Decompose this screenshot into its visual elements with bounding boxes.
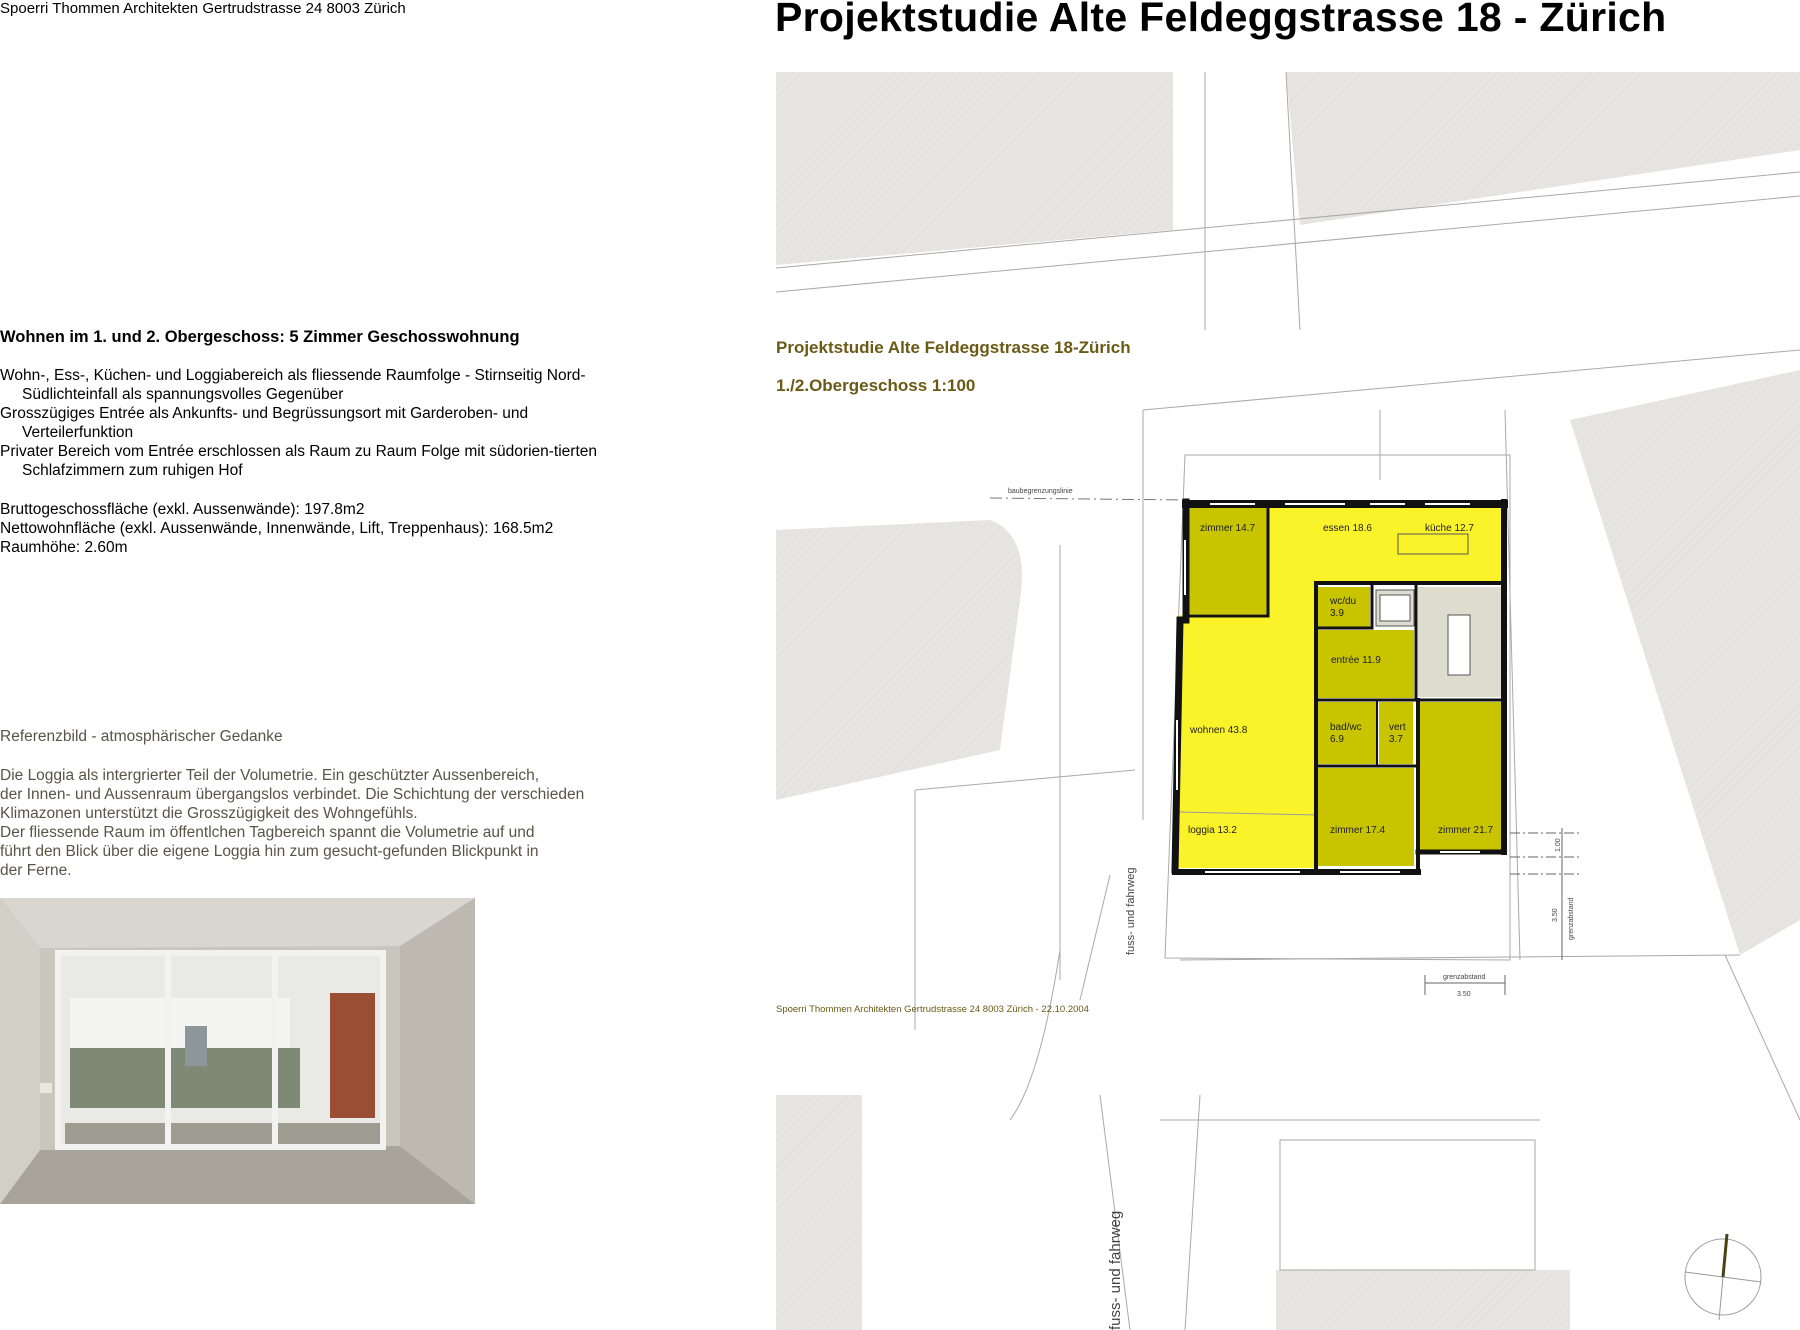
room-zimmer-2 <box>1318 768 1414 866</box>
section-heading: Wohnen im 1. und 2. Obergeschoss: 5 Zimmer Geschosswohnung <box>0 328 520 346</box>
path-label: fuss- und fahrweg <box>1125 867 1137 955</box>
room-label: zimmer 21.7 <box>1438 825 1494 836</box>
room-label: 3.7 <box>1389 734 1403 745</box>
room-vert <box>1379 702 1413 764</box>
description-block <box>0 366 640 480</box>
room-label: küche 12.7 <box>1425 523 1474 534</box>
site-plan <box>776 70 1800 1330</box>
page-title: Projektstudie Alte Feldeggstrasse 18 - Zürich <box>775 0 1667 40</box>
room-label: zimmer 17.4 <box>1330 825 1386 836</box>
neighbor-building <box>776 520 1022 800</box>
dimension-label: 3.50 <box>1457 991 1471 998</box>
stat-line: Nettowohnfläche (exkl. Aussenwände, Innenwände, Lift, Treppenhaus): 168.5m2 <box>0 520 554 537</box>
reference-line: der Innen- und Aussenraum übergangslos verbindet. Die Schichtung der verschieden <box>0 786 585 803</box>
room-label: entrée 11.9 <box>1331 655 1381 666</box>
reference-line: führt den Blick über die eigene Loggia hin zum gesucht-gefunden Blickpunkt in <box>0 843 539 860</box>
reference-text <box>0 766 660 880</box>
floor-plan <box>1175 502 1504 872</box>
description-line: Privater Bereich vom Entrée erschlossen als Raum zu Raum Folge mit südorien-tierten Schlafzimmern zum ruhigen Hof <box>0 443 597 479</box>
room-wc <box>1318 587 1370 627</box>
room-bad <box>1318 702 1376 764</box>
description-line: Wohn-, Ess-, Küchen- und Loggiabereich als fliessende Raumfolge - Stirnseitig Nord-Südlichteinfall als spannungsvolles Gegenüber <box>0 367 586 403</box>
stat-line: Raumhöhe: 2.60m <box>0 539 128 556</box>
reference-line: der Ferne. <box>0 862 72 879</box>
neighbor-building <box>1570 370 1800 955</box>
path-label: fuss- und fahrweg <box>1107 1210 1124 1330</box>
north-arrow-icon <box>1685 1234 1761 1320</box>
room-label: bad/wc <box>1330 722 1362 733</box>
room-label: wc/du <box>1330 596 1357 607</box>
room-label: zimmer 14.7 <box>1200 523 1256 534</box>
office-address: Spoerri Thommen Architekten Gertrudstrasse 24 8003 Zürich <box>0 0 406 17</box>
dimension-label: 3.50 <box>1552 908 1559 922</box>
room-label: 6.9 <box>1330 734 1344 745</box>
stat-line: Bruttogeschossfläche (exkl. Aussenwände): 197.8m2 <box>0 501 365 518</box>
baulinie-label: baubegrenzungslinie <box>1008 488 1073 495</box>
plan-scale: 1./2.Obergeschoss 1:100 <box>776 376 976 395</box>
room-label: vert <box>1389 722 1406 733</box>
plan-footer: Spoerri Thommen Architekten Gertrudstrasse 24 8003 Zürich - 22.10.2004 <box>776 1004 1089 1015</box>
room-label: loggia 13.2 <box>1188 825 1237 836</box>
neighbor-building <box>1286 72 1800 225</box>
neighbor-building <box>776 1095 862 1330</box>
description-line: Grosszügiges Entrée als Ankunfts- und Begrüssungsort mit Garderoben- und Verteilerfunktion <box>0 405 529 441</box>
reference-title: Referenzbild - atmosphärischer Gedanke <box>0 728 283 745</box>
reference-line: Der fliessende Raum im öffentlchen Tagbereich spannt die Volumetrie auf und <box>0 824 535 841</box>
area-stats <box>0 500 553 557</box>
room-label: essen 18.6 <box>1323 523 1372 534</box>
room-label: wohnen 43.8 <box>1190 725 1248 736</box>
grenzabstand-label: grenzabstand <box>1568 897 1575 940</box>
room-label: 3.9 <box>1330 608 1344 619</box>
neighbor-building <box>1276 1270 1570 1330</box>
grenzabstand-label: grenzabstand <box>1443 974 1486 981</box>
reference-line: Klimazonen unterstützt die Grosszügigkeit des Wohngefühls. <box>0 805 418 822</box>
reference-photo <box>0 898 475 1204</box>
reference-line: Die Loggia als intergrierter Teil der Volumetrie. Ein geschützter Aussenbereich, <box>0 767 540 784</box>
plan-title: Projektstudie Alte Feldeggstrasse 18-Zürich <box>776 338 1131 357</box>
dimension-label: 1.00 <box>1555 838 1562 852</box>
